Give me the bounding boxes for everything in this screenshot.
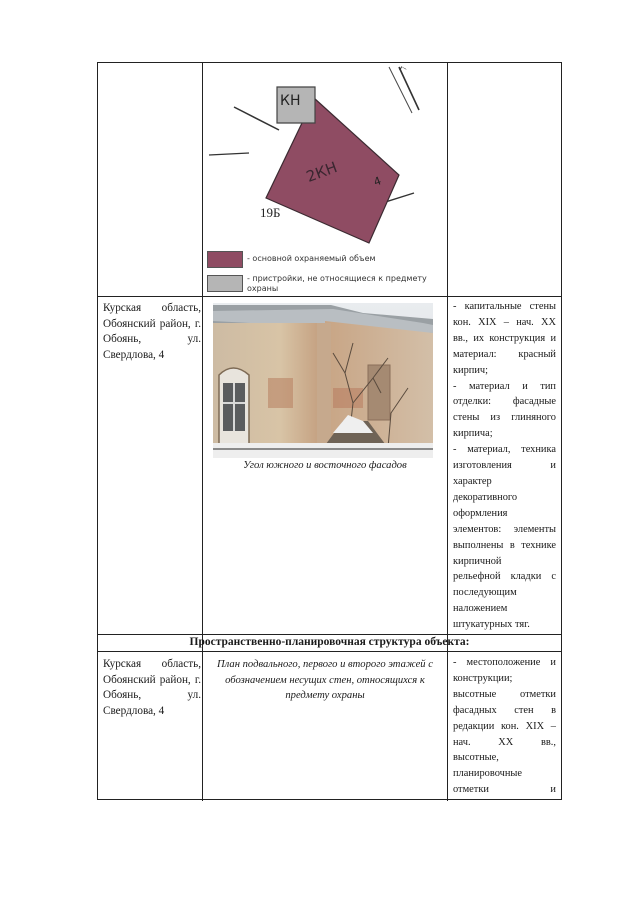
row1-desc-line: оформления <box>453 507 508 519</box>
row1-desc-line: кон. XIX – нач. XX <box>453 316 556 328</box>
row1-desc-line: рельефной кладки с <box>453 571 556 583</box>
row2-desc-line: нач. XX вв., <box>453 736 556 748</box>
legend-text-annex: - пристройки, не относящиеся к предмету охраны <box>247 274 427 293</box>
house-number-label: 4 <box>371 174 384 189</box>
row1-desc-line: выполнены в технике <box>453 539 556 551</box>
heritage-table <box>97 62 562 800</box>
row1-desc-line: изготовления и <box>453 460 556 472</box>
row1-desc-line: наложением <box>453 603 508 615</box>
row1-desc-line: отделки: фасадные <box>453 396 556 408</box>
svg-text:ℸ: ℸ <box>397 65 409 74</box>
legend-swatch-main <box>207 251 243 268</box>
neighbor-label: 19Б <box>260 205 281 220</box>
row-divider-3 <box>98 651 561 652</box>
row1-desc-line: кирпич; <box>453 364 489 376</box>
row1-desc-line: стены из глиняного <box>453 412 556 424</box>
row1-desc-line: - материал и тип <box>453 380 556 392</box>
plan-caption: План подвального, первого и второго этажей с обозначением несущих стен, относящихся к предмету охраны <box>217 659 433 701</box>
column-divider-2 <box>447 63 448 801</box>
row2-address: Курская область, Обоянский район, г. Обоянь, ул. Свердлова, 4 <box>103 658 201 717</box>
row2-desc-line: фасадных стен в <box>453 704 556 716</box>
row2-desc-line: планировочные <box>453 768 523 780</box>
column-divider-1 <box>202 63 203 801</box>
photo-caption: Угол южного и восточного фасадов <box>243 460 407 471</box>
row1-desc-line: материал: красный <box>453 348 556 360</box>
row1-desc-line: - материал, техника <box>453 444 556 456</box>
annex-label: КН <box>280 93 301 109</box>
section-title: Пространственно-планировочная структура объекта: <box>189 636 470 648</box>
row2-desc-line: - местоположение и <box>453 657 556 668</box>
row1-desc-line: штукатурных тяг. <box>453 619 530 631</box>
row1-address: Курская область, Обоянский район, г. Обоянь, ул. Свердлова, 4 <box>103 302 201 361</box>
row-divider-2 <box>98 634 561 635</box>
row1-desc-line: элементов: элементы <box>453 523 556 535</box>
main-building-label: 2КН <box>303 158 340 186</box>
row2-desc-line: конструкции; <box>453 672 513 684</box>
legend-swatch-annex <box>207 275 243 292</box>
legend-text-main: - основной охраняемый объем <box>247 254 376 263</box>
row-divider-1 <box>98 296 561 297</box>
building-photo <box>213 303 433 458</box>
row1-desc-line: последующим <box>453 587 517 599</box>
row1-desc-line: декоративного <box>453 491 518 503</box>
row2-desc-line: высотные, <box>453 752 499 764</box>
row1-desc-line: характер <box>453 475 492 487</box>
row1-desc-line: вв., их конструкция и <box>453 332 556 344</box>
row2-desc-line: высотные отметки <box>453 688 556 700</box>
row2-desc-line: отметки и <box>453 784 556 796</box>
row2-description <box>453 655 556 798</box>
row1-desc-line: кирпича; <box>453 428 493 440</box>
row2-desc-line: редакции кон. XIX – <box>453 720 556 732</box>
row1-description <box>453 299 556 633</box>
row1-desc-line: - капитальные стены <box>453 301 556 312</box>
building-photo-image <box>213 303 433 458</box>
row1-desc-line: кирпичной <box>453 555 502 567</box>
